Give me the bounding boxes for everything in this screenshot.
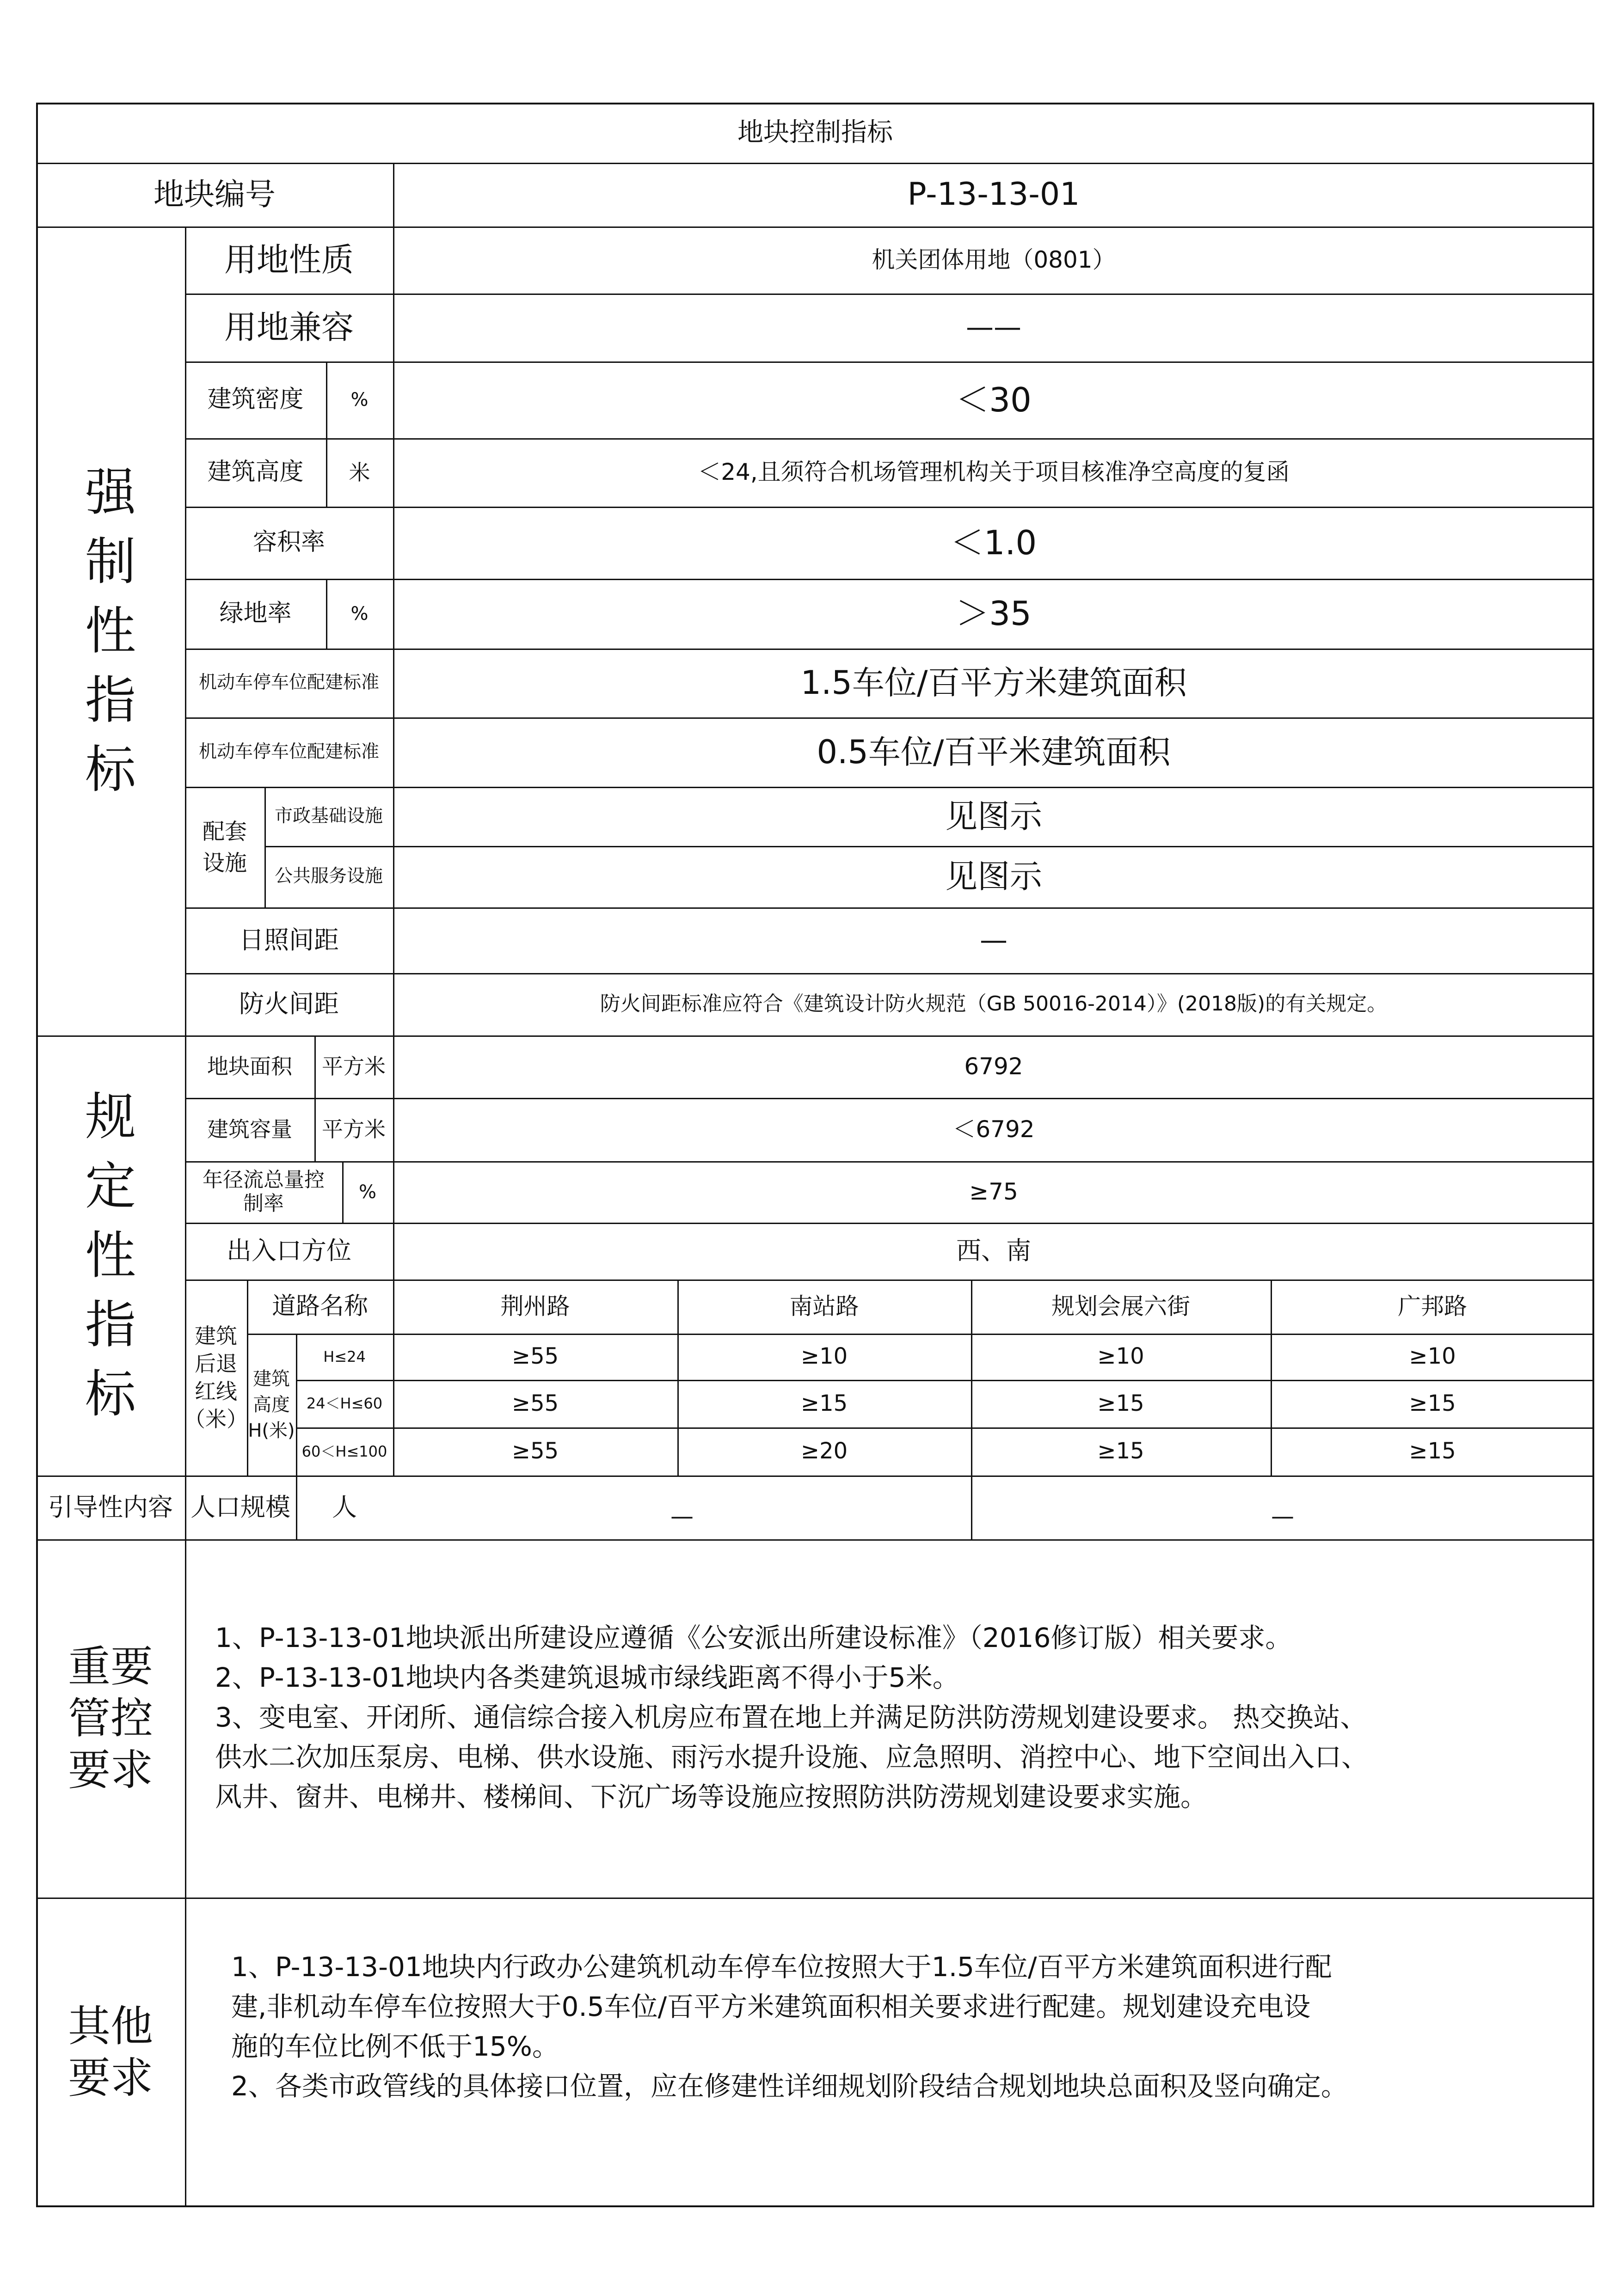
other-item: 2、各类市政管线的具体接口位置，应在修建性详细规划阶段结合规划地块总面积及竖向确定。 bbox=[231, 2070, 1348, 2102]
mandatory-section-label: 强 制 性 指 标 bbox=[85, 463, 136, 799]
far-value: ＜1.0 bbox=[950, 523, 1037, 562]
runoff-unit: % bbox=[358, 1181, 376, 1203]
block-id-value: P-13-13-01 bbox=[907, 176, 1080, 213]
sunlight-value: — bbox=[980, 924, 1008, 956]
height-range: H≤24 bbox=[323, 1347, 366, 1365]
facilities-label: 配套 设施 bbox=[202, 818, 247, 876]
parking-nonmotor-value: 0.5车位/百平米建筑面积 bbox=[817, 733, 1171, 771]
parking-nonmotor-label: 机动车停车位配建标准 bbox=[198, 741, 379, 762]
population-label: 人口规模 bbox=[190, 1492, 290, 1522]
land-compat-value: —— bbox=[966, 311, 1021, 343]
area-unit: 平方米 bbox=[322, 1054, 386, 1079]
setback-cell: ≥15 bbox=[1409, 1438, 1456, 1464]
important-item: 3、变电室、开闭所、通信综合接入机房应布置在地上并满足防洪防涝规划建设要求。 热交换站、 bbox=[215, 1702, 1367, 1733]
fire-value: 防火间距标准应符合《建筑设计防火规范（GB 50016-2014）》(2018版)的有关规定。 bbox=[600, 992, 1388, 1016]
other-label: 其他 要求 bbox=[68, 2002, 153, 2103]
setback-cell: ≥55 bbox=[511, 1390, 559, 1416]
population-value-2: — bbox=[1271, 1503, 1294, 1530]
road-header: 规划会展六街 bbox=[1051, 1292, 1190, 1320]
height-unit: 米 bbox=[349, 459, 370, 485]
important-item: 风井、窗井、电梯井、楼梯间、下沉广场等设施应按照防洪防涝规划建设要求实施。 bbox=[215, 1781, 1208, 1812]
other-item: 施的车位比例不低于15%。 bbox=[231, 2031, 559, 2062]
fire-label: 防火间距 bbox=[239, 989, 339, 1019]
road-header: 广邦路 bbox=[1398, 1292, 1467, 1320]
other-item: 建,非机动车停车位按照大于0.5车位/百平方米建筑面积相关要求进行配建。规划建设充电设 bbox=[231, 1991, 1311, 2022]
capacity-unit: 平方米 bbox=[322, 1117, 386, 1142]
table-title: 地块控制指标 bbox=[737, 117, 893, 147]
setback-cell: ≥15 bbox=[1097, 1390, 1144, 1416]
setback-cell: ≥10 bbox=[800, 1343, 848, 1370]
land-use-label: 用地性质 bbox=[224, 241, 354, 279]
area-label: 地块面积 bbox=[207, 1054, 292, 1079]
density-value: ＜30 bbox=[956, 380, 1032, 419]
far-label: 容积率 bbox=[252, 528, 325, 557]
setback-cell: ≥15 bbox=[1409, 1390, 1456, 1416]
sunlight-label: 日照间距 bbox=[239, 925, 339, 955]
runoff-value: ≥75 bbox=[969, 1178, 1018, 1205]
important-item: 供水二次加压泵房、电梯、供水设施、雨污水提升设施、应急照明、消控中心、地下空间出入口、 bbox=[215, 1741, 1369, 1773]
access-value: 西、南 bbox=[956, 1236, 1031, 1266]
public-facilities-value: 见图示 bbox=[945, 857, 1042, 896]
capacity-label: 建筑容量 bbox=[207, 1117, 292, 1142]
road-header: 荆州路 bbox=[500, 1292, 570, 1320]
important-label: 重要 管控 要求 bbox=[68, 1641, 153, 1795]
other-item: 1、P-13-13-01地块内行政办公建筑机动车停车位按照大于1.5车位/百平方米建筑面积进行配 bbox=[231, 1951, 1332, 1983]
regulatory-section-label: 规 定 性 指 标 bbox=[85, 1087, 136, 1424]
block-id-label: 地块编号 bbox=[154, 177, 276, 213]
important-item: 2、P-13-13-01地块内各类建筑退城市绿线距离不得小于5米。 bbox=[215, 1662, 959, 1693]
green-label: 绿地率 bbox=[219, 599, 292, 627]
runoff-label: 年径流总量控制率 bbox=[203, 1168, 325, 1215]
public-facilities-label: 公共服务设施 bbox=[274, 866, 383, 887]
height-range: 24＜H≤60 bbox=[306, 1395, 383, 1413]
parking-motor-value: 1.5车位/百平方米建筑面积 bbox=[800, 664, 1187, 702]
population-unit: 人 bbox=[332, 1492, 357, 1522]
height-label: 建筑高度 bbox=[207, 458, 304, 486]
height-range: 60＜H≤100 bbox=[301, 1442, 387, 1460]
density-unit: % bbox=[350, 389, 369, 410]
setback-cell: ≥10 bbox=[1409, 1343, 1456, 1370]
capacity-value: ＜6792 bbox=[952, 1115, 1035, 1143]
land-use-value: 机关团体用地（0801） bbox=[872, 246, 1116, 273]
building-height-label: 建筑 高度 H(米) bbox=[248, 1368, 295, 1441]
setback-cell: ≥55 bbox=[511, 1343, 559, 1370]
setback-cell: ≥55 bbox=[511, 1438, 559, 1464]
setback-cell: ≥20 bbox=[800, 1438, 848, 1464]
important-item: 1、P-13-13-01地块派出所建设应遵循《公安派出所建设标准》（2016修订版）相关要求。 bbox=[215, 1622, 1292, 1653]
road-header: 南站路 bbox=[789, 1292, 859, 1320]
area-value: 6792 bbox=[964, 1053, 1023, 1080]
road-name-label: 道路名称 bbox=[271, 1292, 368, 1320]
guidance-label: 引导性内容 bbox=[48, 1492, 173, 1522]
green-unit: % bbox=[350, 603, 369, 625]
setback-cell: ≥15 bbox=[1097, 1438, 1144, 1464]
height-value: ＜24,且须符合机场管理机构关于项目核准净空高度的复函 bbox=[698, 459, 1290, 486]
municipal-facilities-label: 市政基础设施 bbox=[274, 805, 383, 827]
setback-cell: ≥10 bbox=[1097, 1343, 1144, 1370]
municipal-facilities-value: 见图示 bbox=[945, 797, 1042, 835]
access-label: 出入口方位 bbox=[227, 1236, 351, 1266]
parking-motor-label: 机动车停车位配建标准 bbox=[198, 672, 379, 693]
green-value: ＞35 bbox=[956, 594, 1032, 633]
setback-label: 建筑 后退 红线 （米） bbox=[184, 1323, 248, 1432]
population-value-1: — bbox=[670, 1503, 694, 1530]
density-label: 建筑密度 bbox=[207, 386, 304, 414]
setback-cell: ≥15 bbox=[800, 1390, 848, 1416]
land-compat-label: 用地兼容 bbox=[224, 308, 354, 347]
